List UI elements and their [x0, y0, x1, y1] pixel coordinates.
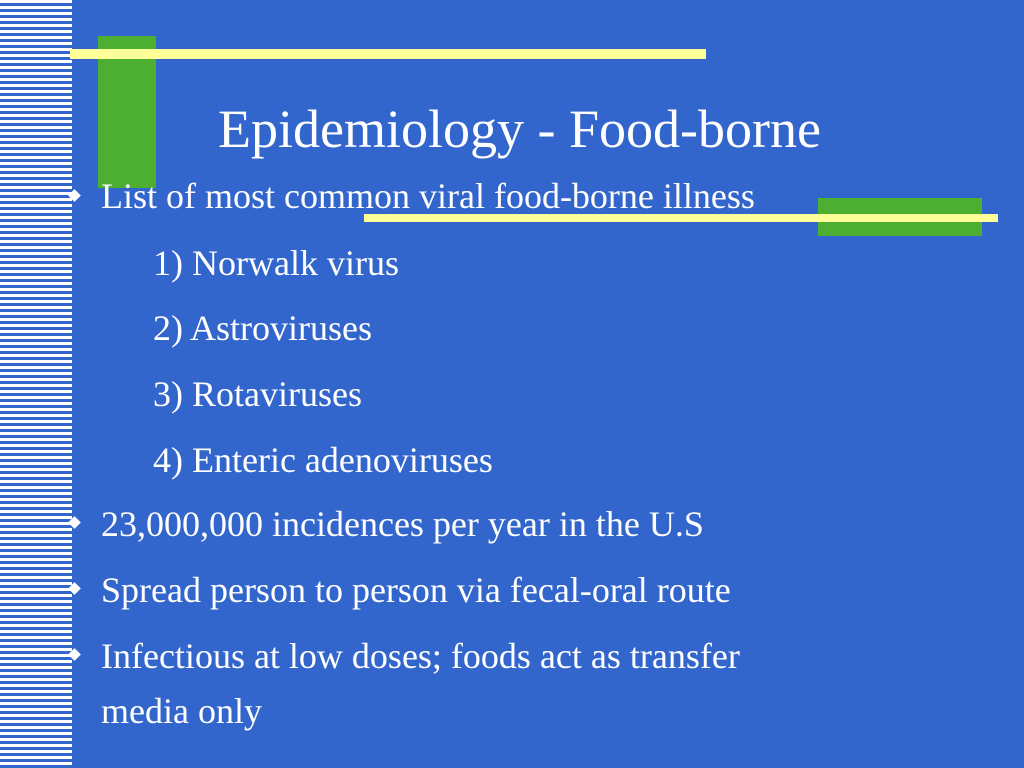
bullet-text-3: Spread person to person via fecal-oral route	[101, 570, 731, 610]
sub-item-4: 4) Enteric adenoviruses	[153, 440, 493, 480]
yellow-accent-top	[70, 49, 706, 59]
bullet-text-4-line-1: Infectious at low doses; foods act as transfer	[101, 636, 740, 676]
bullet-text-2: 23,000,000 incidences per year in the U.S	[101, 504, 704, 544]
sub-item-3: 3) Rotaviruses	[153, 374, 362, 414]
bullet-text-4-line-2: media only	[101, 691, 262, 731]
slide-title: Epidemiology - Food-borne	[218, 99, 821, 159]
bullet-text-1: List of most common viral food-borne illness	[101, 176, 755, 216]
striped-side-panel	[0, 0, 72, 768]
sub-item-2: 2) Astroviruses	[153, 308, 372, 348]
sub-item-1: 1) Norwalk virus	[153, 243, 399, 283]
